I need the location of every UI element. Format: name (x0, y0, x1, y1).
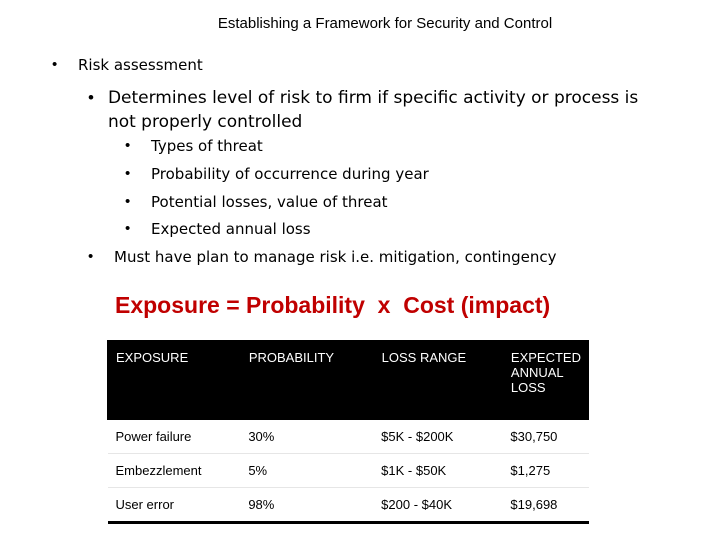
exposure-table (107, 340, 589, 524)
bullet-probability (125, 165, 429, 183)
cell-probability: 5% (240, 454, 373, 488)
cell-probability: 98% (240, 488, 373, 523)
cell-exposure: Embezzlement (108, 454, 241, 488)
cell-expected-loss: $1,275 (502, 454, 589, 488)
bullet-risk-plan (88, 248, 556, 266)
slide-title: Establishing a Framework for Security and Control (217, 15, 553, 32)
bullet-text: Must have plan to manage risk i.e. mitigation, contingency (114, 248, 557, 266)
table-row (108, 488, 590, 523)
table-row (108, 420, 590, 454)
bullet-text: Determines level of risk to firm if specific activity or process is not properly controlled (107, 88, 639, 132)
cell-expected-loss: $19,698 (502, 488, 589, 523)
exposure-formula: Exposure = Probability x Cost (impact) (115, 292, 551, 318)
bullet-expected-loss (125, 220, 311, 238)
bullet-text: Risk assessment (78, 56, 203, 74)
bullet-types-of-threat (125, 137, 263, 155)
header-expected-loss: EXPECTED ANNUAL LOSS (502, 340, 589, 420)
bullet-icon: • (125, 137, 131, 154)
header-exposure: EXPOSURE (108, 340, 241, 420)
cell-exposure: Power failure (108, 420, 241, 454)
table-header-row (108, 340, 590, 420)
bullet-icon: • (125, 165, 131, 182)
cell-loss-range: $1K - $50K (373, 454, 502, 488)
cell-exposure: User error (108, 488, 241, 523)
cell-expected-loss: $30,750 (502, 420, 589, 454)
cell-probability: 30% (240, 420, 373, 454)
bullet-text: Expected annual loss (151, 220, 311, 238)
bullet-text: Probability of occurrence during year (151, 165, 429, 183)
bullet-text: Potential losses, value of threat (151, 193, 388, 211)
bullet-icon: • (52, 56, 58, 73)
bullet-risk-assessment (52, 56, 203, 74)
header-probability: PROBABILITY (240, 340, 373, 420)
bullet-icon: • (125, 220, 131, 237)
header-loss-range: LOSS RANGE (373, 340, 502, 420)
bullet-potential-losses (125, 193, 388, 211)
table-row (108, 454, 590, 488)
bullet-icon: • (88, 88, 94, 107)
bullet-text: Types of threat (151, 137, 263, 155)
bullet-icon: • (88, 248, 94, 265)
cell-loss-range: $5K - $200K (373, 420, 502, 454)
bullet-determines-risk (88, 86, 668, 134)
bullet-icon: • (125, 193, 131, 210)
cell-loss-range: $200 - $40K (373, 488, 502, 523)
